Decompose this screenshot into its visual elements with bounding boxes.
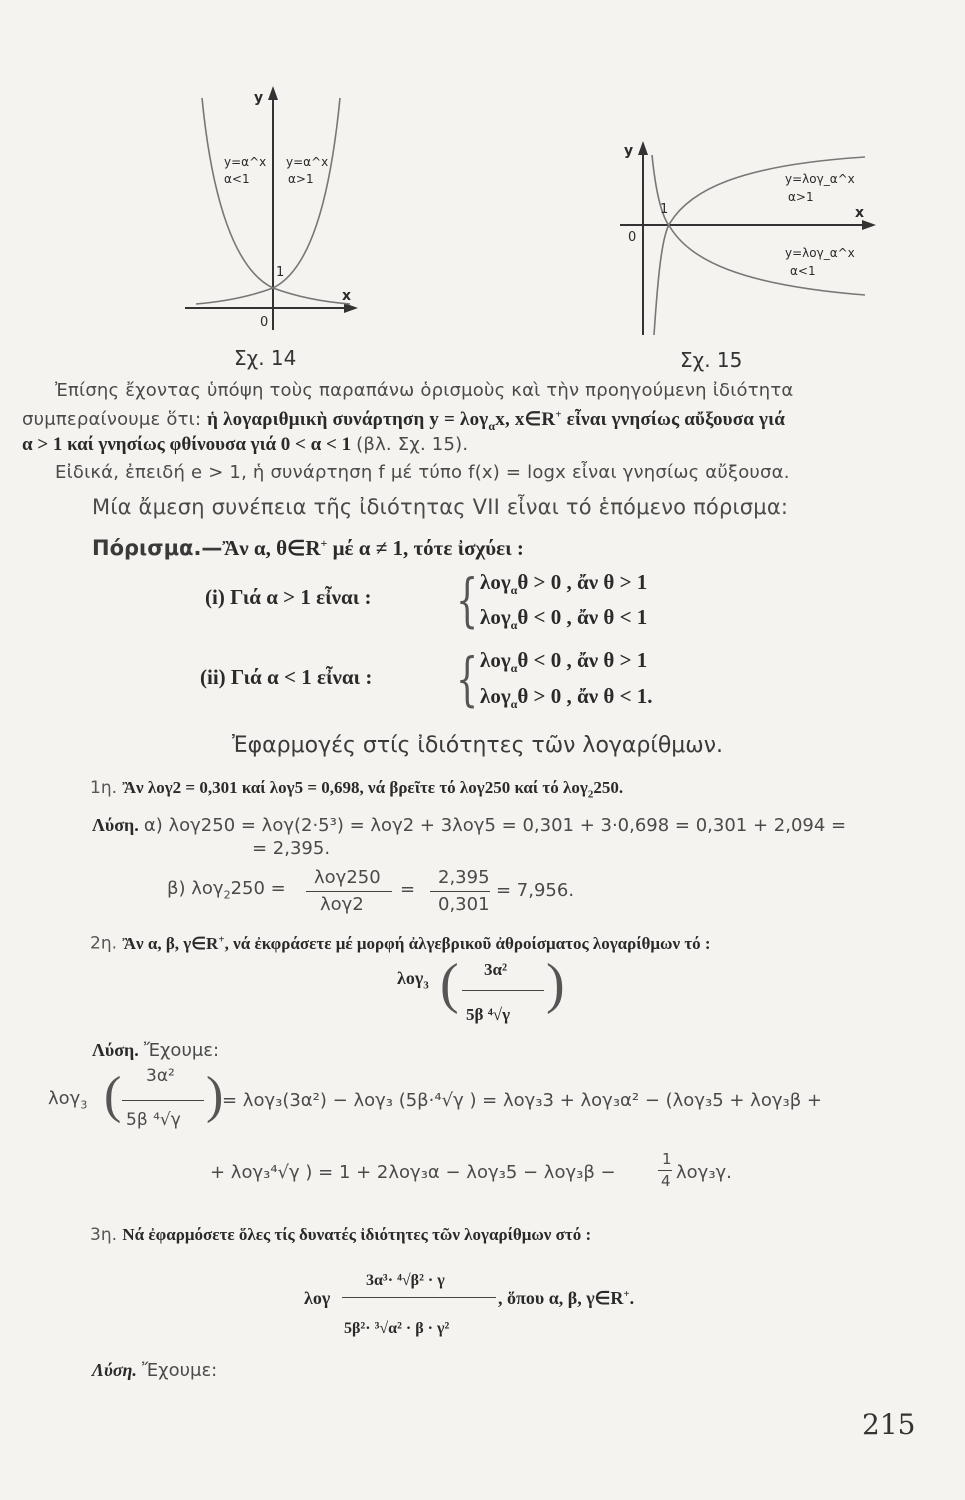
ex2-line2-end: λογ₃γ. — [676, 1162, 732, 1183]
ex3-text: Νά ἐφαρμόσετε ὅλες τίς δυνατές ἰδιότητες τῶν λογαρίθμων στό : — [122, 1225, 592, 1244]
fig15-one-label: 1 — [660, 202, 669, 217]
ex1-lysi: Λύση. — [92, 815, 139, 835]
fig14-one-label: 1 — [276, 265, 285, 280]
fig14-y-label: y — [254, 90, 264, 106]
ex2-statement — [90, 933, 711, 954]
fig15-origin: 0 — [628, 230, 637, 245]
case1-brace: { — [456, 566, 479, 634]
case1-row-a: λογ$_\alpha$θ > 0 , ἄν θ > 1 — [480, 570, 648, 598]
ex1-solution-a — [92, 815, 846, 836]
figure-15-logarithm-graph — [610, 135, 880, 350]
ex1-b-fracline2 — [430, 891, 490, 892]
ex2-lysi: Λύση. — [92, 1040, 139, 1060]
fig14-caption: Σχ. 14 — [234, 346, 297, 370]
ex2-lhs-fracline — [122, 1100, 204, 1101]
fig14-right-eq: y=α^x — [286, 155, 329, 169]
ex3-log: λογ — [304, 1288, 331, 1308]
ex1-b-eq: = — [400, 879, 416, 900]
para2: Εἰδικά, ἐπειδή e > 1, ἡ συνάρτηση f μέ τύπο f(x) = logx εἶναι γνησίως αὔξουσα. — [55, 462, 790, 483]
ex2-text: Ἂν α, β, γ∈R+, νά ἐκφράσετε μέ μορφή ἀλγεβρικοῦ ἀθροίσματος λογαρίθμων τό : — [122, 933, 711, 953]
porisma-heading — [92, 536, 524, 561]
fig15-lower-eq: y=λογ_α^x — [785, 246, 855, 260]
para1-line2-a: συμπεραίνουμε ὅτι: — [22, 409, 202, 430]
section-title: Ἐφαρμογές στίς ἰδιότητες τῶν λογαρίθμων. — [232, 733, 723, 758]
ex1-num: 1η. — [90, 778, 117, 798]
ex3-lysi: Λύση. — [92, 1360, 137, 1380]
fig14-left-eq: y=α^x — [224, 155, 267, 169]
ex2-num: 2η. — [90, 933, 117, 954]
ex3-fracline — [342, 1297, 496, 1298]
fig14-x-arrow — [344, 303, 358, 313]
fig14-x-label: x — [342, 288, 352, 304]
case2-brace: { — [456, 645, 479, 713]
ex3-num: 3η. — [90, 1225, 117, 1245]
case1-row-b: λογ$_\alpha$θ < 0 , ἄν θ < 1 — [480, 605, 648, 633]
ex2-lhs-lparen: ( — [104, 1067, 122, 1124]
para3: Μία ἄμεση συνέπεια τῆς ἰδιότητας VII εἶναι τό ἑπόμενο πόρισμα: — [92, 495, 789, 519]
ex1-b-num1: λογ250 — [314, 867, 381, 888]
fig15-x-arrow — [862, 220, 876, 230]
ex2-expr-log: λογ$_3$ — [397, 968, 429, 992]
fig15-x-label: x — [855, 205, 865, 221]
case1-label: (i) Γιά α > 1 εἶναι : — [205, 585, 372, 609]
ex3-den-expr: 5β²· ³√α² · β · γ² — [344, 1320, 450, 1337]
ex2-expr-den: 5β ⁴√γ — [466, 1005, 511, 1024]
ex3-statement — [90, 1225, 591, 1245]
porisma-label: Πόρισμα.— — [92, 536, 223, 560]
ex2-lhs-rparen: ) — [206, 1067, 224, 1124]
ex2-line1-rhs: = λογ₃(3α²) − λογ₃ (5β·⁴√γ ) = λογ₃3 + λογ₃α² − (λογ₃5 + λογ₃β + — [222, 1090, 822, 1111]
figure-14-exponential-graph — [180, 80, 370, 340]
ex3-lysi-text: Ἔχουμε: — [142, 1360, 218, 1381]
page-number: 215 — [862, 1408, 916, 1441]
para1-line2 — [22, 408, 785, 434]
fig14-right-cond: α>1 — [288, 172, 314, 186]
fig14-curve-a-greater-1 — [196, 98, 340, 304]
fig15-upper-eq: y=λογ_α^x — [785, 172, 855, 186]
ex1-a-line2: = 2,395. — [252, 838, 331, 859]
para1-line2-b: ἡ λογαριθμικὴ συνάρτηση y = λογ$_\alpha$x, x∈R+ εἶναι γνησίως αὔξουσα γιά — [207, 408, 786, 433]
ex2-lhs-num: 3α² — [146, 1066, 175, 1086]
ex2-line2: + λογ₃⁴√γ ) = 1 + 2λογ₃α − λογ₃5 − λογ₃β − — [210, 1162, 616, 1183]
ex2-lhs-den: 5β ⁴√γ — [126, 1110, 181, 1130]
case2-row-b: λογ$_\alpha$θ > 0 , ἄν θ < 1. — [480, 684, 653, 712]
ex2-lysi-text: Ἔχουμε: — [143, 1040, 220, 1061]
ex2-line2-den: 4 — [661, 1172, 671, 1190]
case2-label: (ii) Γιά α < 1 εἶναι : — [200, 665, 373, 689]
ex1-a-line: α) λογ250 = λογ(2·5³) = λογ2 + 3λογ5 = 0,301 + 3·0,698 = 0,301 + 2,094 = — [143, 815, 847, 836]
para1-line3-b: (βλ. Σχ. 15). — [356, 434, 469, 455]
ex3-lysi-line — [92, 1360, 217, 1381]
ex1-b-result: = 7,956. — [496, 880, 575, 901]
ex1-b-den2: 0,301 — [438, 894, 490, 915]
ex2-expr-lparen: ( — [440, 953, 459, 1015]
para1-line3 — [22, 434, 468, 456]
fig15-y-label: y — [624, 143, 634, 159]
ex1-b-den1: λογ2 — [320, 894, 364, 915]
ex2-line2-fracline — [658, 1170, 672, 1171]
fig15-caption: Σχ. 15 — [680, 348, 743, 372]
case2-row-a: λογ$_\alpha$θ < 0 , ἄν θ > 1 — [480, 648, 648, 676]
fig15-y-arrow — [638, 141, 648, 155]
ex1-statement — [90, 778, 623, 800]
ex3-where: , ὅπου α, β, γ∈R+. — [498, 1288, 635, 1308]
porisma-text: Ἂν α, θ∈R+ μέ α ≠ 1, τότε ἰσχύει : — [222, 536, 524, 560]
para1-line3-a: α > 1 καί γνησίως φθίνουσα γιά 0 < α < 1 — [22, 434, 352, 455]
ex2-lhs-log: λογ$_3$ — [48, 1088, 88, 1112]
fig14-left-cond: α<1 — [224, 172, 250, 186]
ex2-expr-rparen: ) — [546, 953, 565, 1015]
ex3-num-expr: 3α³· ⁴√β² · γ — [366, 1272, 445, 1289]
ex1-b-num2: 2,395 — [438, 867, 490, 888]
fig14-y-arrow — [268, 86, 278, 100]
ex2-lysi-line — [92, 1040, 219, 1061]
ex2-line2-num: 1 — [662, 1150, 672, 1168]
ex1-b-fracline1 — [306, 891, 392, 892]
fig15-upper-cond: α>1 — [788, 190, 814, 204]
fig14-origin: 0 — [260, 315, 269, 330]
ex2-expr-num: 3α² — [484, 960, 508, 979]
para1-line1: Ἐπίσης ἔχοντας ὑπόψη τοὺς παραπάνω ὁρισμοὺς καὶ τὴν προηγούμενη ἰδιότητα — [55, 380, 794, 401]
fig15-lower-cond: α<1 — [790, 264, 816, 278]
ex1-b-prefix: β) λογ$_2$250 = — [167, 878, 286, 902]
ex2-expr-fracline — [462, 990, 544, 991]
ex1-text: Ἂν λογ2 = 0,301 καί λογ5 = 0,698, νά βρεῖτε τό λογ250 καί τό λογ$_2$250. — [122, 778, 624, 801]
